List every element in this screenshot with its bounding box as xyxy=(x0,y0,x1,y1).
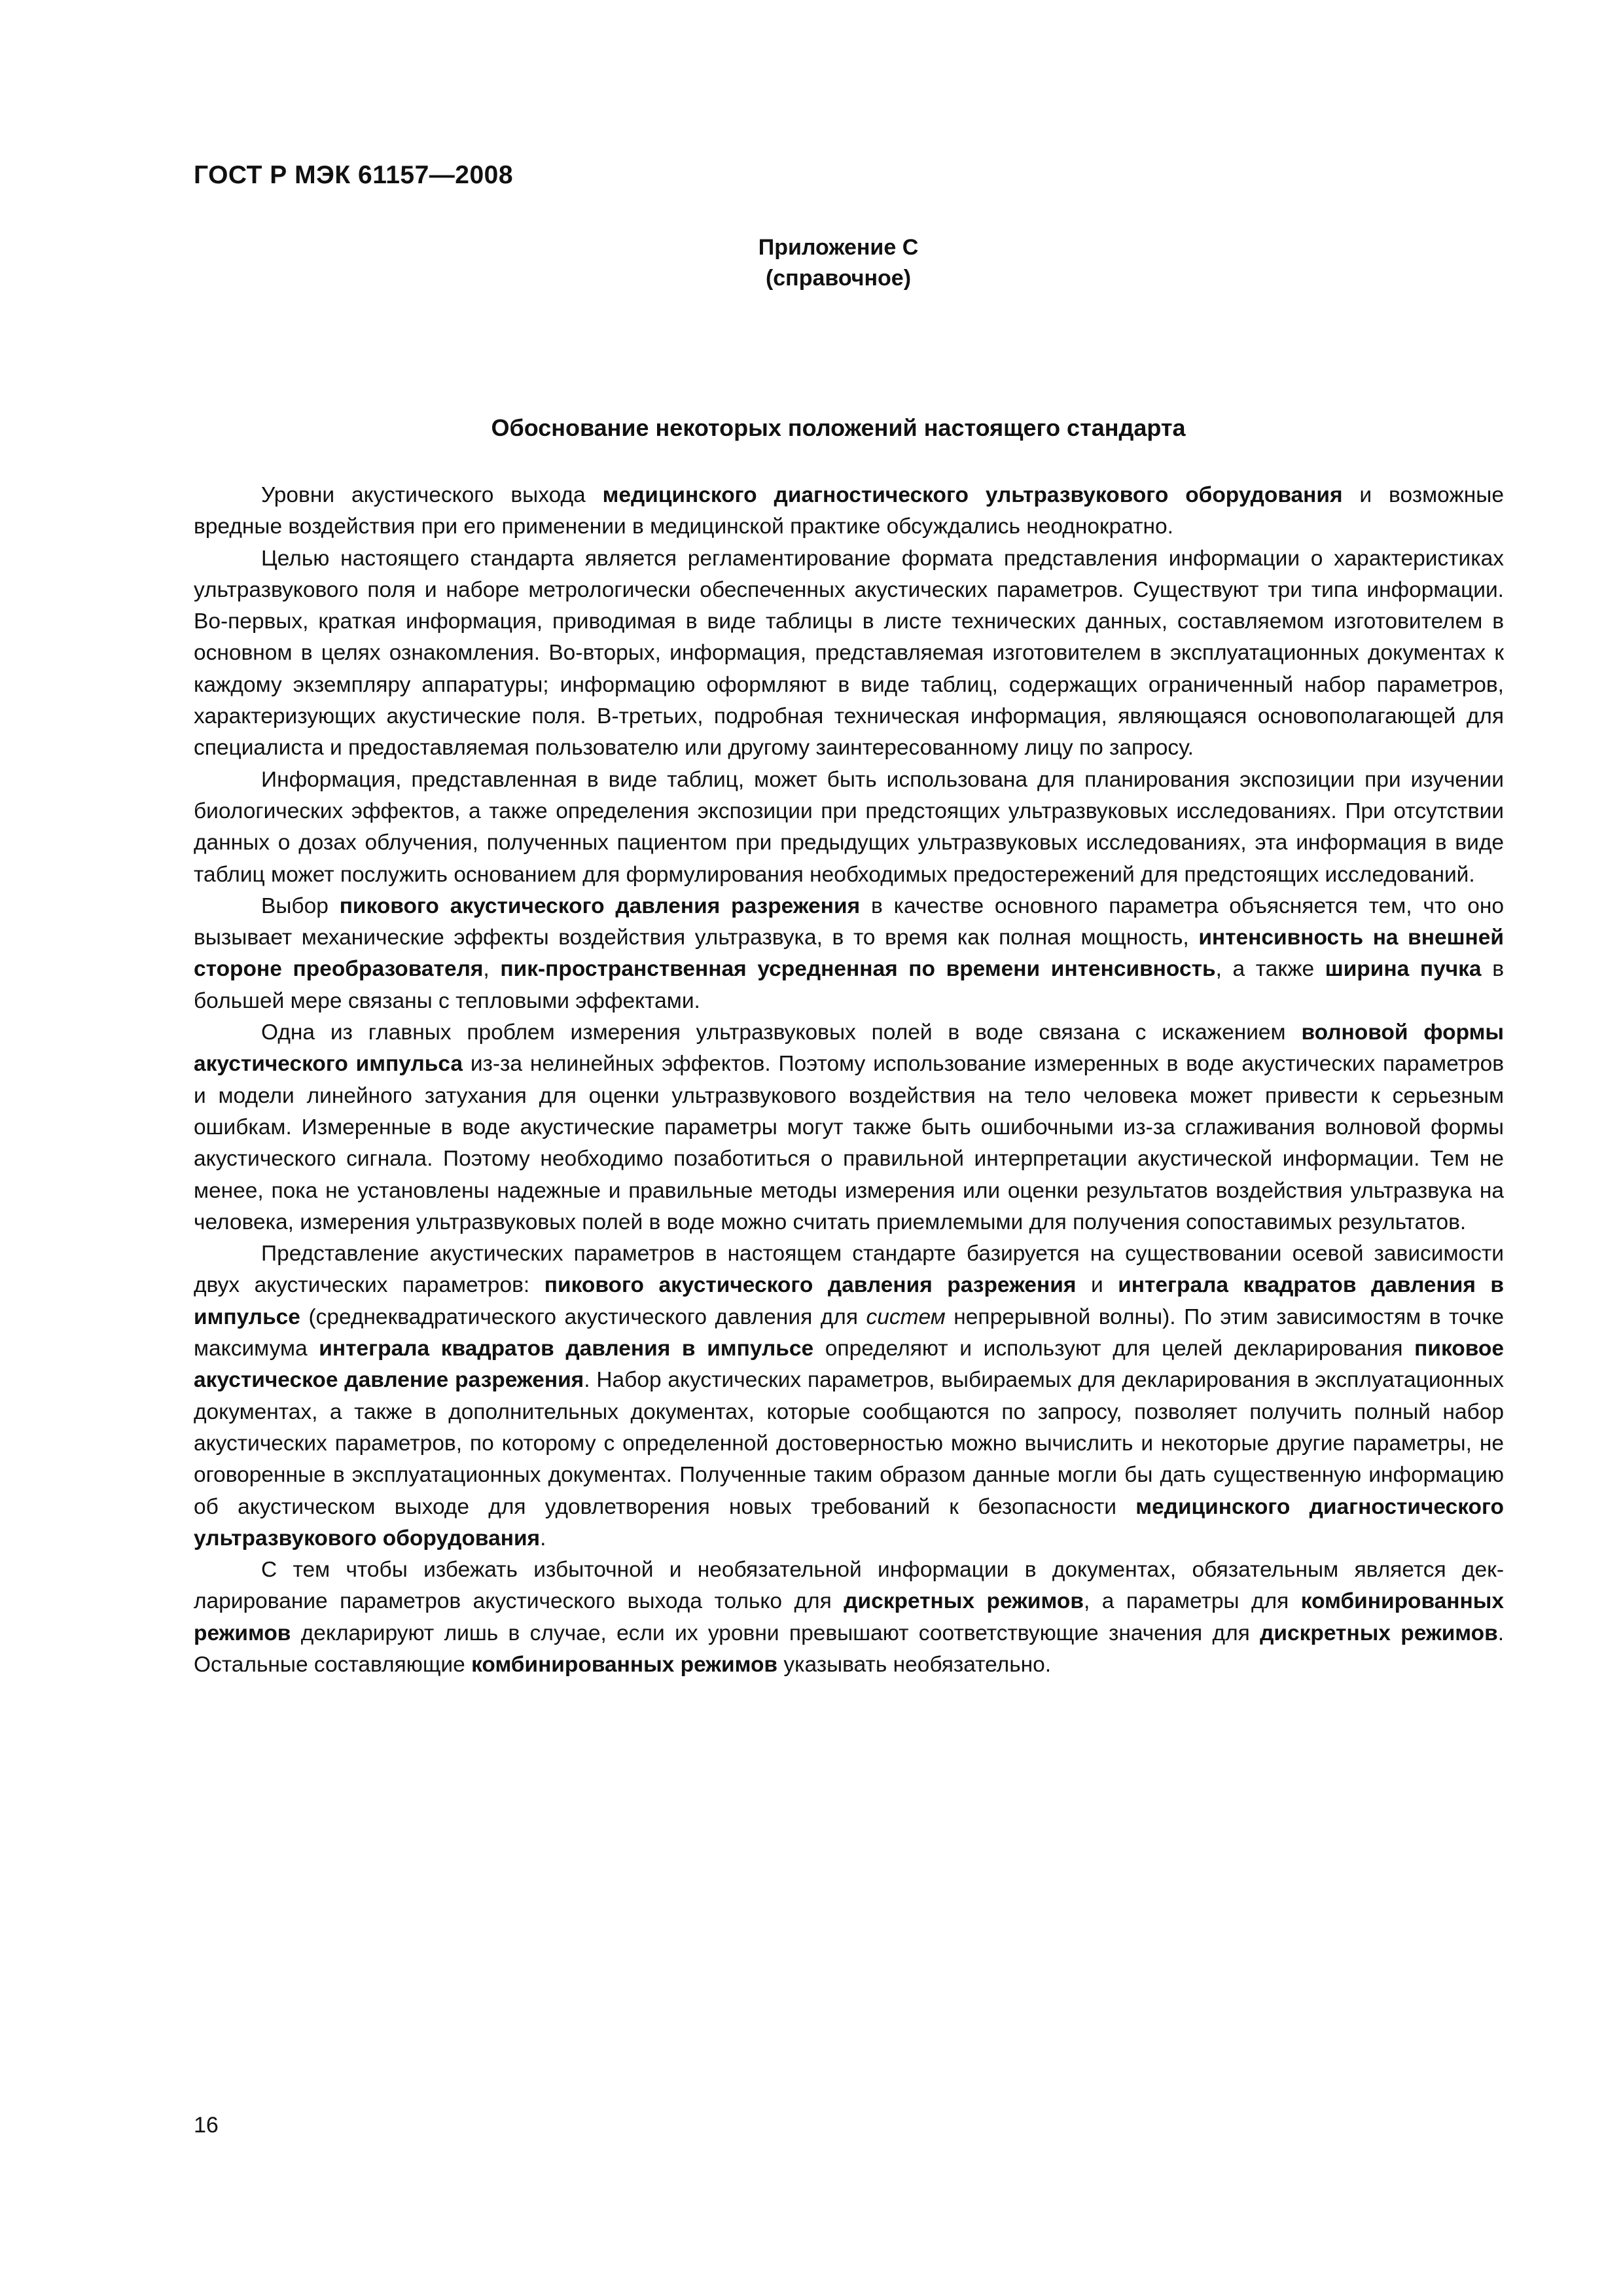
text-run: и возможные вредные воздействия при его применении в медицинской практике обсуждались неоднократно. xyxy=(194,483,1504,539)
paragraph xyxy=(194,480,1504,543)
paragraph xyxy=(194,543,1504,764)
appendix-heading xyxy=(0,232,1623,294)
paragraph xyxy=(194,1238,1504,1554)
bold-term: пикового акустического давления разрежения xyxy=(544,1273,1077,1298)
paragraph xyxy=(194,764,1504,891)
bold-term: медицинского диагностического ультразвукового оборудования xyxy=(194,1494,1504,1551)
text-run: , а параметры для xyxy=(1083,1589,1301,1614)
text-run: (среднеквадратического акустического давления для xyxy=(300,1304,866,1329)
text-run: . Остальные составляющие xyxy=(194,1621,1504,1677)
bold-term: комбинированных режимов xyxy=(194,1589,1504,1645)
text-run: . xyxy=(540,1526,546,1551)
text-run: определяют и используют для целей декларирования xyxy=(813,1336,1415,1361)
text-run: декларируют лишь в случае, если их уровни превышают соответствующие значения для xyxy=(291,1621,1260,1645)
appendix-label: Приложение С xyxy=(758,235,919,260)
text-run: и xyxy=(1076,1273,1118,1298)
document-header: ГОСТ Р МЭК 61157—2008 xyxy=(194,161,514,189)
paragraph xyxy=(194,1017,1504,1238)
bold-term: пиковое акустическое давление разрежения xyxy=(194,1336,1504,1393)
body-text xyxy=(194,480,1504,1681)
text-run: из-за нелинейных эффектов. Поэтому использование измеренных в воде акустических параметров и модели линейного затухания для оценки ультразвукового воздействия на тело человека может привести к серьезным ошибкам. Измеренные в воде акустические параметры могут также быть ошибочными из-за сглаживания волновой формы акустического сигнала. Поэтому необходимо позаботиться о правильной интерпретации акустической информации. Тем не менее, пока не установлены надежные и правильные методы измерения или оценки результатов воздействия ультразвука на человека, измерения ультразвуковых полей в воде можно считать приемлемыми для получения сопоставимых результатов. xyxy=(194,1052,1505,1234)
text-run: Информация, представленная в виде таблиц, может быть использована для планирования экспозиции при изучении биологических эффектов, а также определения экспозиции при предстоящих ультразвуковых исследованиях. При отсутствии данных о дозах облучения, полученных пациентом при предыдущих ультразвуковых исследованиях, эта информация в виде таблиц может послужить основанием для формулирования необходимых предостережений для предстоящих исследований. xyxy=(194,767,1504,887)
text-run: непрерывной волны). По этим зависимостям в точке максимума xyxy=(194,1304,1505,1361)
bold-term: пикового акустического давления разрежения xyxy=(339,893,861,918)
bold-term: пик-пространственная усредненная по времени интенсивность xyxy=(500,957,1216,982)
bold-term: интенсивность на внешней стороне преобразователя xyxy=(194,925,1504,982)
text-run: Представление акустических параметров в настоящем стандарте базируется на существовании осевой зависимости двух акустических параметров: xyxy=(194,1242,1504,1298)
bold-term: комбинированных режимов xyxy=(471,1652,778,1677)
text-run: в большей мере связаны с тепловыми эффектами. xyxy=(194,957,1505,1013)
bold-term: интеграла квадратов давления в импульсе xyxy=(319,1336,814,1361)
text-run: С тем чтобы избежать избыточной и необязательной информации в документах, обязательным является декларирование параметров акустического выхода только для xyxy=(194,1558,1504,1614)
text-run: , xyxy=(483,957,501,982)
bold-term: волновой формы акустического импульса xyxy=(194,1020,1504,1077)
text-run: , а также xyxy=(1215,957,1325,982)
bold-term: интеграла квадратов давления в импульсе xyxy=(194,1273,1504,1329)
section-title: Обоснование некоторых положений настоящего стандарта xyxy=(491,414,1186,441)
bold-term: дискретных режимов xyxy=(844,1589,1084,1614)
appendix-type: (справочное) xyxy=(765,266,912,291)
page-number: 16 xyxy=(194,2113,219,2138)
italic-term: систем xyxy=(866,1304,946,1329)
text-run: Уровни акустического выхода xyxy=(261,483,603,507)
text-run: . Набор акустических параметров, выбираемых для декларирования в эксплуатационных документах, а также в дополнительных документах, которые сообщаются по запросу, позволяет получить полный набор акустических параметров, по которому с определенной достоверностью можно вычислить и некоторые другие параметры, не оговоренные в эксплуатационных документах. Полученные таким образом данные могли бы дать существенную информацию об акустическом выходе для удовлетворения новых требований к безопасности xyxy=(194,1368,1504,1519)
bold-term: дискретных режимов xyxy=(1260,1621,1498,1645)
text-run: Выбор xyxy=(261,893,340,918)
text-run: Одна из главных проблем измерения ультразвуковых полей в воде связана с искажением xyxy=(261,1020,1302,1045)
paragraph xyxy=(194,1554,1504,1681)
text-run: Целью настоящего стандарта является регламентирование формата представления информации о характеристиках ультразвукового поля и наборе метрологически обеспеченных акустических параметров. Существуют три типа информации. Во-первых, краткая информация, приводимая в виде таблицы в листе технических данных, составляемом изготовителем в основном в целях ознакомления. Во-вторых, информация, представляемая изготовителем в эксплуатационных документах к каждому экземпляру аппаратуры; информацию оформляют в виде таблиц, содержащих ограниченный набор параметров, характеризующих акустические поля. В-третьих, подробная техническая информация, являющаяся основополагающей для специалиста и предоставляемая пользователю или другому заинтересованному лицу по запросу. xyxy=(194,546,1504,761)
bold-term: ширина пучка xyxy=(1325,957,1482,982)
text-run: в качестве основного параметра объясняется тем, что оно вызывает механические эффекты воздействия ультразвука, в то время как полная мощность, xyxy=(194,893,1504,950)
bold-term: медицинского диагностического ультразвукового оборудования xyxy=(602,483,1343,507)
text-run: указывать необязательно. xyxy=(777,1652,1052,1677)
paragraph xyxy=(194,891,1504,1017)
